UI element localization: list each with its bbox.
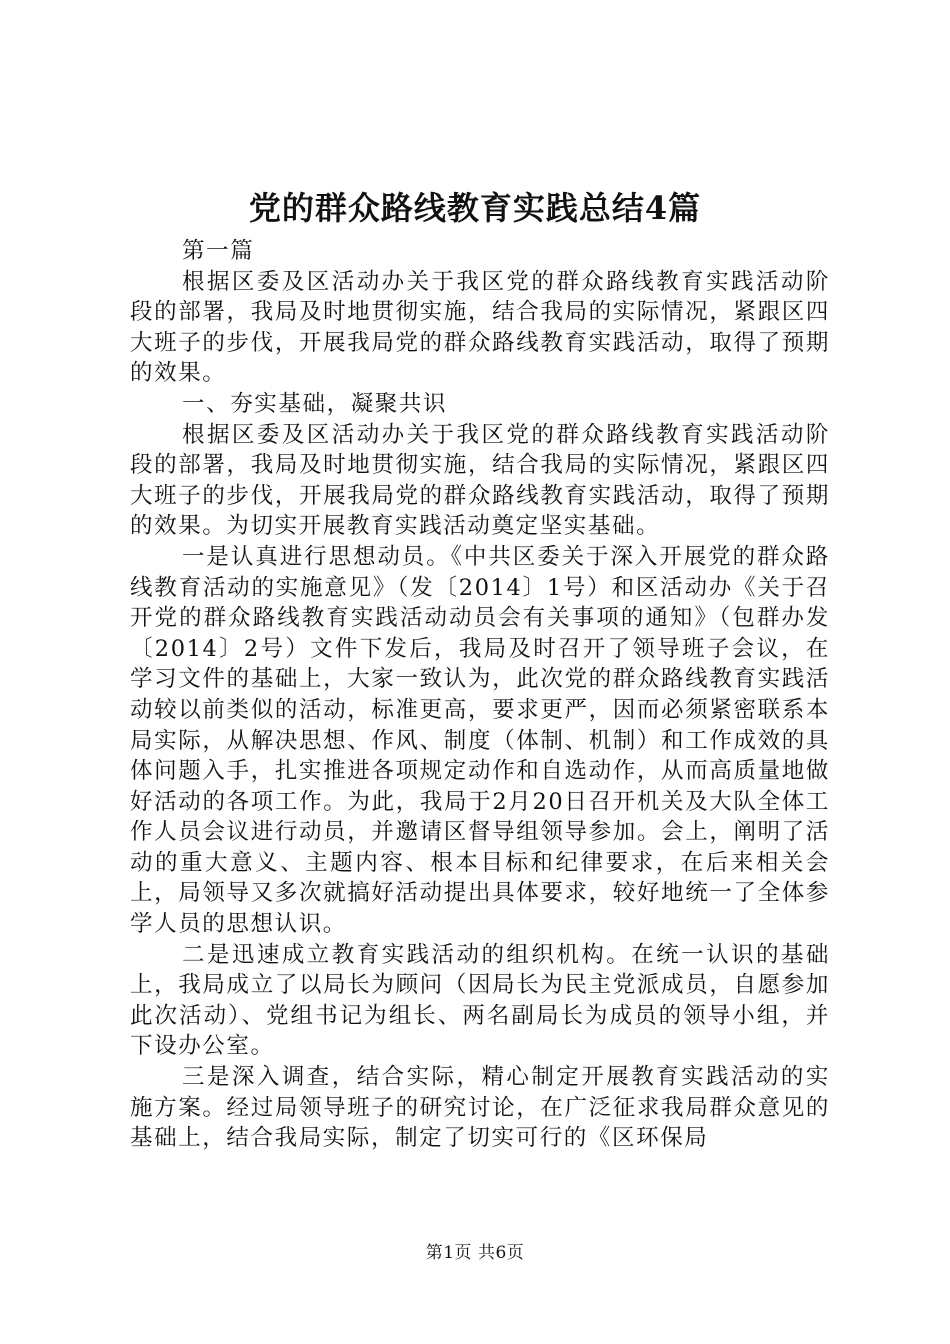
section-heading: 一、夯实基础，凝聚共识 (182, 390, 448, 417)
paragraph: 二是迅速成立教育实践活动的组织机构。在统一认识的基础上，我局成立了以局长为顾问（因局长为民主党派成员，自愿参加此次活动）、党组书记为组长、两名副局长为成员的领导小组，并下设办公室。 (130, 941, 830, 1060)
document-title: 党的群众路线教育实践总结4篇 (248, 189, 702, 227)
paragraph-intro: 根据区委及区活动办关于我区党的群众路线教育实践活动阶段的部署，我局及时地贯彻实施，结合我局的实际情况，紧跟区四大班子的步伐，开展我局党的群众路线教育实践活动，取得了预期的效果。 (130, 268, 830, 387)
page-footer: 第1页 共6页 (425, 1243, 525, 1263)
paragraph: 一是认真进行思想动员。《中共区委关于深入开展党的群众路线教育活动的实施意见》（发〔2014〕1号）和区活动办《关于召开党的群众路线教育实践活动动员会有关事项的通知》（包群办发〔2014〕2号）文件下发后，我局及时召开了领导班子会议，在学习文件的基础上，大家一致认为，此次党的群众路线教育实践活动较以前类似的活动，标准更高，要求更严，因而必须紧密联系本局实际，从解决思想、作风、制度（体制、机制）和工作成效的具体问题入手，扎实推进各项规定动作和自选动作，从而高质量地做好活动的各项工作。为此，我局于2月20日召开机关及大队全体工作人员会议进行动员，并邀请区督导组领导参加。会上，阐明了活动的重大意义、主题内容、根本目标和纪律要求，在后来相关会上，局领导又多次就搞好活动提出具体要求，较好地统一了全体参学人员的思想认识。 (130, 543, 830, 938)
section-label: 第一篇 (182, 238, 255, 264)
document-body (130, 236, 830, 1154)
paragraph: 三是深入调查，结合实际，精心制定开展教育实践活动的实施方案。经过局领导班子的研究讨论，在广泛征求我局群众意见的基础上，结合我局实际，制定了切实可行的《区环保局 (130, 1064, 830, 1152)
paragraph: 根据区委及区活动办关于我区党的群众路线教育实践活动阶段的部署，我局及时地贯彻实施，结合我局的实际情况，紧跟区四大班子的步伐，开展我局党的群众路线教育实践活动，取得了预期的效果。为切实开展教育实践活动奠定坚实基础。 (130, 421, 830, 540)
